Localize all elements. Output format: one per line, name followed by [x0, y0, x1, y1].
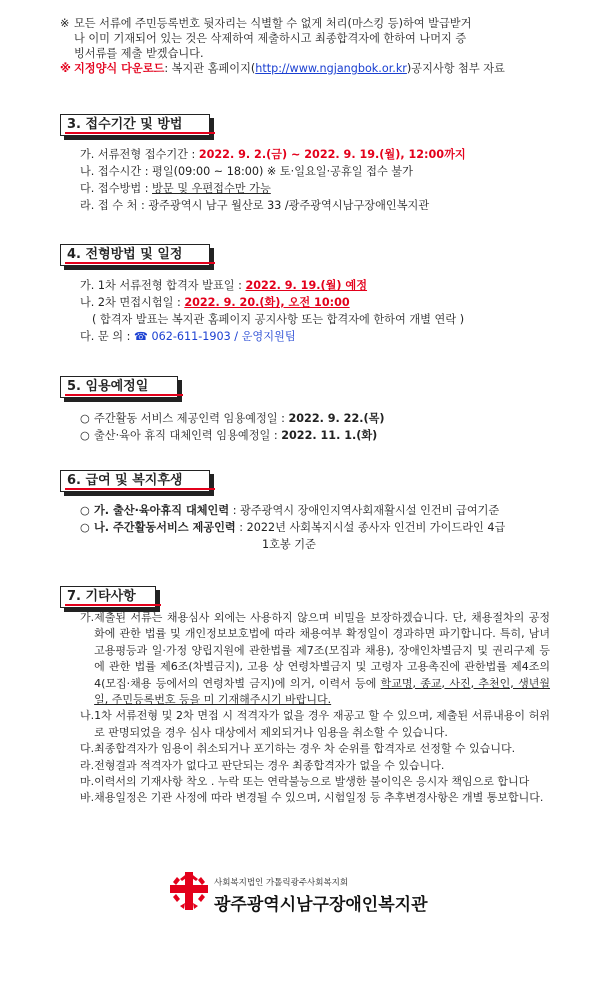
- list-item: 가. 제출된 서류는 채용심사 외에는 사용하지 않으며 비밀을 보장하겠습니다. 단, 채용절차의 공정화에 관한 법률 및 개인정보보호법에 따라 채용여부 확정일이 경과하면 파기합니다. 특히, 남녀고용평등과 일·가정 양립지원에 관한법률 제7조(모집과 채용), 장애인차별금지 및 권리구제 등에 관한 법률 제6조(차별금지), 고용 상 연령차별금지 및 고령자 고용촉진에 관한법률 제4조의4(모집·채용 등에서의 연령차별 금지)에 의거, 이력서 등에 학교명, 종교, 사진, 추천인, 생년월일, 주민등록번호 등을 미 기재해주시기 바랍니다.: [80, 611, 550, 707]
- section-3-content: 가. 서류전형 접수기간 : 2022. 9. 2.(금) ~ 2022. 9. 19.(월), 12:00까지 나. 접수시간 : 평일(09:00 ~ 18:00) ※ 토·일요일·공휴일 접수 불가 다. 접수방법 : 방문 및 우편접수만 가능 라. 접 수 처 : 광주광역시 남구 월산로 33 /광주광역시남구장애인복지관: [80, 148, 466, 212]
- masking-note: ※ 모든 서류에 주민등록번호 뒷자리는 식별할 수 없게 처리(마스킹 등)하여 발급받거: [60, 17, 472, 30]
- list-item: 마. 이력서의 기재사항 착오 . 누락 또는 연락불능으로 발생한 불이익은 응시자 책임으로 합니다: [80, 775, 530, 789]
- section-7-header: 7. 기타사항: [60, 586, 156, 608]
- org-parent-name: 사회복지법인 가톨릭광주사회복지회: [214, 878, 349, 888]
- cross-logo-icon: [168, 870, 210, 912]
- bullet-circle-icon: ○: [80, 521, 90, 534]
- section-4-content: 가. 1차 서류전형 합격자 발표일 : 2022. 9. 19.(월) 예정 나. 2차 면접시험일 : 2022. 9. 20.(화), 오전 10:00 ( 합격자 발표는 복지관 홈페이지 공지사항 또는 합격자에 한하여 개별 연락 ) 다. 문 의 : ☎ 062-611-1903 / 운영지원팀: [80, 279, 465, 343]
- intro-notes: ※ 모든 서류에 주민등록번호 뒷자리는 식별할 수 없게 처리(마스킹 등)하여 발급받거 나 이미 기재되어 있는 것은 삭제하여 제출하시고 최종합격자에 한하여 나머지 증 빙서류를 제출 받겠습니다. ※ 지정양식 다운로드: 복지관 홈페이지(http://www.ngjangbok.or.kr)공지사항 첨부 자료: [60, 16, 560, 76]
- bullet-circle-icon: ○: [80, 412, 90, 425]
- list-item: 라. 전형결과 적격자가 없다고 판단되는 경우 최종합격자가 없을 수 있습니다.: [80, 758, 445, 772]
- section-7-content: [80, 610, 550, 807]
- organization-logo: [168, 870, 468, 920]
- section-6-content: ○ 가. 출산·육아휴직 대체인력 : 광주광역시 장애인지역사회재활시설 인건비 급여기준 ○ 나. 주간활동서비스 제공인력 : 2022년 사회복지시설 종사자 인건비 가이드라인 4급 1호봉 기준: [80, 504, 506, 551]
- list-item: 바. 채용일정은 기관 사정에 따라 변경될 수 있으며, 시험일정 등 추후변경사항은 개별 통보합니다.: [80, 791, 544, 805]
- homepage-link[interactable]: http://www.ngjangbok.or.kr: [255, 62, 407, 75]
- contact-phone: ☎ 062-611-1903 / 운영지원팀: [133, 330, 296, 343]
- list-item: 다. 최종합격자가 임용이 취소되거나 포기하는 경우 차 순위를 합격자로 선정할 수 있습니다.: [80, 742, 516, 756]
- section-5-content: ○ 주간활동 서비스 제공인력 임용예정일 : 2022. 9. 22.(목) ○ 출산·육아 휴직 대체인력 임용예정일 : 2022. 11. 1.(화): [80, 412, 385, 442]
- note-mark: ※: [60, 17, 70, 30]
- application-period: 2022. 9. 2.(금) ~ 2022. 9. 19.(월), 12:00까지: [198, 148, 466, 161]
- section-3-header: 3. 접수기간 및 방법: [60, 114, 210, 136]
- section-5-header: 5. 임용예정일: [60, 376, 178, 398]
- bullet-circle-icon: ○: [80, 504, 90, 517]
- list-item: 나. 1차 서류전형 및 2차 면접 시 적격자가 없을 경우 재공고 할 수 있으며, 제출된 서류내용이 허위로 판명되었을 경우 심사 대상에서 제외되거나 임용을 취소할 수 있습니다.: [80, 709, 550, 739]
- section-6-header: 6. 급여 및 복지후생: [60, 470, 210, 492]
- org-name: 광주광역시남구장애인복지관: [214, 895, 428, 915]
- first-result-date: 2022. 9. 19.(월) 예정: [245, 279, 368, 292]
- section-4-header: 4. 전형방법 및 일정: [60, 244, 210, 266]
- bullet-circle-icon: ○: [80, 429, 90, 442]
- download-label: 지정양식 다운로드: [74, 62, 165, 75]
- download-note: ※ 지정양식 다운로드: 복지관 홈페이지(http://www.ngjangbok.or.kr)공지사항 첨부 자료: [60, 62, 505, 75]
- interview-date: 2022. 9. 20.(화), 오전 10:00: [184, 296, 350, 309]
